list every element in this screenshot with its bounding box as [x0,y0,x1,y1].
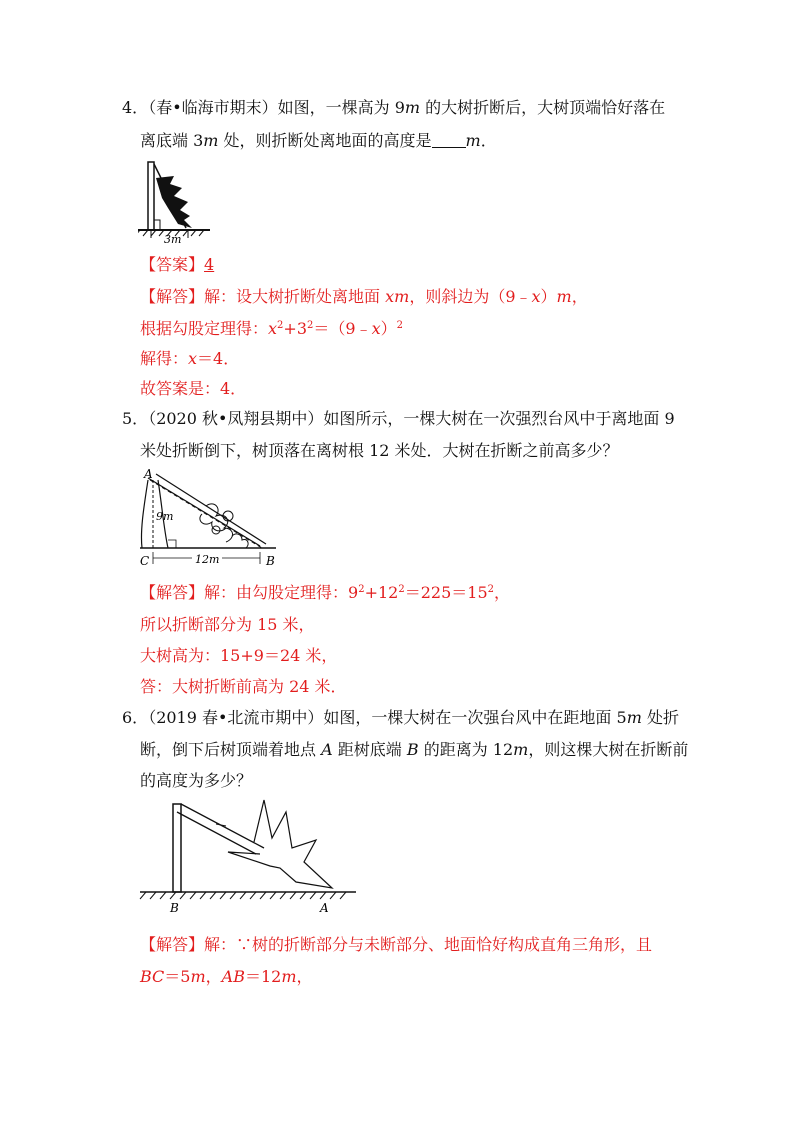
q6-solution-line-1: 【解答】解：∵树的折断部分与未断部分、地面恰好构成直角三角形，且 [140,935,653,954]
q4-number: 4． [122,98,149,117]
q5-solution-line-1: 【解答】解：由勾股定理得：$9^2+12^2=225=15^2$， [140,583,511,602]
q5-solution-line-2: 所以折断部分为 15 米， [140,615,315,634]
q4-text-line-2: 离底端 3m 处，则折断处离地面的高度是 m． [140,131,497,150]
q4-solution-line-3: 解得：x＝4． [140,349,240,368]
q4-figure-3m-label: 3m [164,233,182,244]
q5-figure-A-label: A [144,467,153,481]
q5-figure-12m-label: 12m [195,553,220,566]
q5-figure-9m-label: 9m [156,510,174,523]
q6-solution-line-2: BC＝5m，AB＝12m， [140,967,313,986]
q6-figure-B-label: B [170,901,179,914]
q6-figure-A-label: A [320,901,329,914]
q6-text-line-3: 的高度为多少？ [140,771,253,790]
q5-text-line-1: 5．（2020 秋•凤翔县期中）如图所示，一棵大树在一次强烈台风中于离地面 9 [122,409,675,428]
q4-answer: 【答案】4 [140,255,215,274]
q6-text-line-1: 6．（2019 春•北流市期中）如图，一棵大树在一次强台风中在距地面 5m 处折 [122,708,679,727]
q5-number: 5． [122,409,149,428]
answer-value: 4 [204,255,215,274]
q5-text-line-2: 米处折断倒下，树顶落在离树根 12 米处．大树在折断之前高多少？ [140,441,619,460]
q4-solution-line-4: 故答案是：4． [140,379,247,398]
q4-solution-line-1: 【解答】解：设大树折断处离地面 xm，则斜边为（9﹣x）m， [140,287,588,306]
q6-number: 6． [122,708,149,727]
q4-broken-tree-figure [138,158,210,244]
answer-blank [432,133,466,148]
q5-figure-B-label: B [266,554,275,568]
q5-solution-line-4: 答：大树折断前高为 24 米． [140,677,347,696]
q5-figure-C-label: C [140,554,150,568]
q6-text-line-2: 断，倒下后树顶端着地点 A 距树底端 B 的距离为 12m，则这棵大树在折断前 [140,740,689,759]
q5-solution-line-3: 大树高为：15+9＝24 米， [140,646,338,665]
q5-broken-tree-figure [136,466,282,572]
q4-solution-line-2: 根据勾股定理得：$x^2+3^2=(9﹣x)^2$ [140,319,403,338]
q4-text-line-1: 4．（春•临海市期末）如图，一棵高为 9m 的大树折断后，大树顶端恰好落在 [122,98,666,117]
q6-broken-tree-figure [136,798,360,914]
